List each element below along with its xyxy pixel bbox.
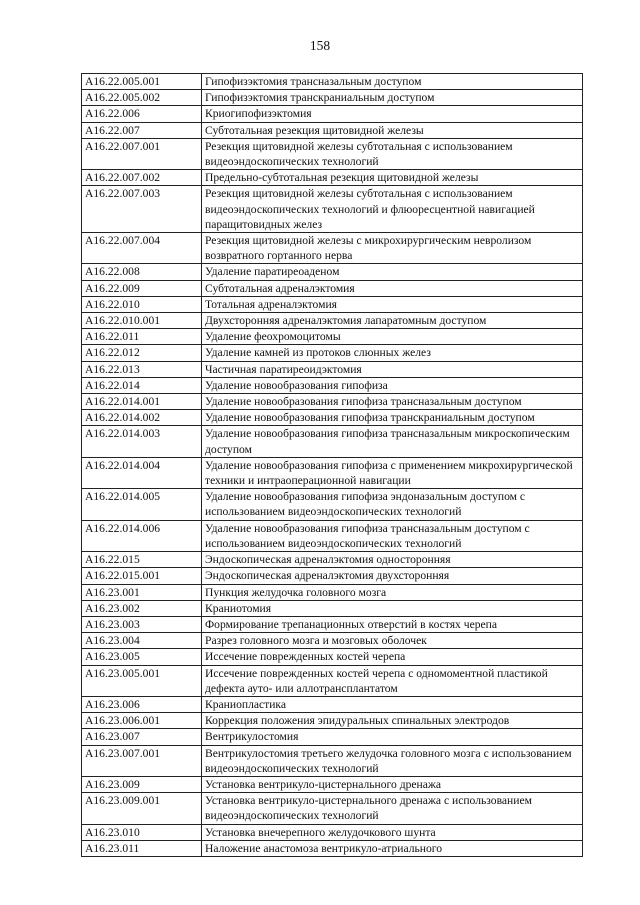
procedure-name: Частичная паратиреоидэктомия: [202, 361, 583, 377]
procedure-name: Эндоскопическая адреналэктомия односторонняя: [202, 552, 583, 568]
procedure-name: Резекция щитовидной железы субтотальная с использованием видеоэндоскопических технологий и флюоресцентной навигацией паращитовидных желез: [202, 186, 583, 233]
procedure-name: Наложение анастомоза вентрикуло-атриального: [202, 840, 583, 856]
table-row: [82, 264, 583, 280]
table-row: [82, 776, 583, 792]
table-row: [82, 696, 583, 712]
table-row: [82, 233, 583, 264]
procedure-name: Эндоскопическая адреналэктомия двухсторонняя: [202, 568, 583, 584]
procedure-code: A16.23.001: [82, 584, 202, 600]
procedure-name: Резекция щитовидной железы с микрохирургическим невролизом возвратного гортанного нерва: [202, 233, 583, 264]
procedure-code: A16.23.005.001: [82, 665, 202, 696]
procedure-name: Гипофизэктомия транскраниальным доступом: [202, 90, 583, 106]
table-row: [82, 840, 583, 856]
procedure-name: Коррекция положения эпидуральных спинальных электродов: [202, 713, 583, 729]
procedure-code: A16.22.008: [82, 264, 202, 280]
table-row: [82, 568, 583, 584]
table-row: [82, 824, 583, 840]
procedure-name: Формирование трепанационных отверстий в костях черепа: [202, 616, 583, 632]
table-row: [82, 713, 583, 729]
table-row: [82, 345, 583, 361]
procedure-name: Удаление новообразования гипофиза эндоназальным доступом с использованием видеоэндоскопических технологий: [202, 489, 583, 520]
table-row: [82, 186, 583, 233]
procedure-code: A16.23.007.001: [82, 745, 202, 776]
table-row: [82, 361, 583, 377]
procedure-name: Установка вентрикуло-цистернального дренажа: [202, 776, 583, 792]
procedure-name: Тотальная адреналэктомия: [202, 296, 583, 312]
table-row: [82, 280, 583, 296]
procedure-code: A16.22.007.003: [82, 186, 202, 233]
procedure-name: Резекция щитовидной железы субтотальная с использованием видеоэндоскопических технологий: [202, 138, 583, 169]
procedure-name: Установка вентрикуло-цистернального дренажа с использованием видеоэндоскопических технологий: [202, 793, 583, 824]
procedure-code: A16.23.009.001: [82, 793, 202, 824]
procedure-name: Установка внечерепного желудочкового шунта: [202, 824, 583, 840]
procedure-name: Криогипофизэктомия: [202, 106, 583, 122]
procedure-name: Удаление камней из протоков слюнных желез: [202, 345, 583, 361]
table-row: [82, 489, 583, 520]
procedure-table-body: [82, 74, 583, 857]
table-row: [82, 616, 583, 632]
procedure-code: A16.22.006: [82, 106, 202, 122]
procedure-code: A16.22.005.001: [82, 74, 202, 90]
procedure-code: A16.22.014.002: [82, 410, 202, 426]
table-row: [82, 106, 583, 122]
procedure-code: A16.22.014.001: [82, 394, 202, 410]
table-row: [82, 410, 583, 426]
table-row: [82, 90, 583, 106]
procedure-code: A16.22.012: [82, 345, 202, 361]
table-row: [82, 74, 583, 90]
procedure-code: A16.22.010.001: [82, 313, 202, 329]
procedure-code: A16.22.014: [82, 377, 202, 393]
procedure-code: A16.22.014.004: [82, 457, 202, 488]
table-row: [82, 649, 583, 665]
procedure-code: A16.23.006: [82, 696, 202, 712]
procedure-name: Удаление новообразования гипофиза транскраниальным доступом: [202, 410, 583, 426]
table-row: [82, 377, 583, 393]
procedure-name: Вентрикулостомия: [202, 729, 583, 745]
procedure-name: Удаление новообразования гипофиза трансназальным доступом: [202, 394, 583, 410]
procedure-code: A16.22.007.004: [82, 233, 202, 264]
procedure-name: Субтотальная резекция щитовидной железы: [202, 122, 583, 138]
procedure-code: A16.23.004: [82, 633, 202, 649]
procedure-name: Гипофизэктомия трансназальным доступом: [202, 74, 583, 90]
table-row: [82, 122, 583, 138]
table-row: [82, 329, 583, 345]
procedure-name: Предельно-субтотальная резекция щитовидной железы: [202, 170, 583, 186]
procedure-name: Краниопластика: [202, 696, 583, 712]
table-row: [82, 793, 583, 824]
procedure-code: A16.22.015: [82, 552, 202, 568]
procedure-code: A16.23.009: [82, 776, 202, 792]
procedure-code: A16.22.007: [82, 122, 202, 138]
procedure-code: A16.23.005: [82, 649, 202, 665]
table-row: [82, 138, 583, 169]
table-row: [82, 552, 583, 568]
table-row: [82, 170, 583, 186]
procedure-name: Удаление новообразования гипофиза трансназальным доступом с использованием видеоэндоскопических технологий: [202, 520, 583, 551]
procedure-name: Удаление новообразования гипофиза с применением микрохирургической техники и интраоперационной навигации: [202, 457, 583, 488]
procedure-code: A16.23.003: [82, 616, 202, 632]
procedure-code: A16.22.007.001: [82, 138, 202, 169]
procedure-code: A16.23.007: [82, 729, 202, 745]
procedure-code: A16.22.009: [82, 280, 202, 296]
table-row: [82, 745, 583, 776]
procedure-name: Двухсторонняя адреналэктомия лапаратомным доступом: [202, 313, 583, 329]
table-row: [82, 394, 583, 410]
table-row: [82, 457, 583, 488]
procedure-name: Удаление паратиреоаденом: [202, 264, 583, 280]
procedure-name: Иссечение поврежденных костей черепа с одномоментной пластикой дефекта ауто- или аллотрансплантатом: [202, 665, 583, 696]
procedure-name: Пункция желудочка головного мозга: [202, 584, 583, 600]
table-row: [82, 633, 583, 649]
procedure-name: Краниотомия: [202, 600, 583, 616]
table-row: [82, 520, 583, 551]
procedure-code: A16.23.011: [82, 840, 202, 856]
procedure-code: A16.22.010: [82, 296, 202, 312]
procedure-code: A16.23.006.001: [82, 713, 202, 729]
table-row: [82, 296, 583, 312]
procedure-name: Субтотальная адреналэктомия: [202, 280, 583, 296]
table-row: [82, 584, 583, 600]
procedure-code: A16.23.002: [82, 600, 202, 616]
table-row: [82, 600, 583, 616]
procedure-code: A16.22.005.002: [82, 90, 202, 106]
procedure-code: A16.22.007.002: [82, 170, 202, 186]
procedure-name: Иссечение поврежденных костей черепа: [202, 649, 583, 665]
procedure-name: Удаление феохромоцитомы: [202, 329, 583, 345]
procedure-name: Разрез головного мозга и мозговых оболочек: [202, 633, 583, 649]
procedure-code: A16.22.013: [82, 361, 202, 377]
procedure-name: Вентрикулостомия третьего желудочка головного мозга с использованием видеоэндоскопических технологий: [202, 745, 583, 776]
page-number: 158: [309, 38, 331, 53]
procedure-name: Удаление новообразования гипофиза: [202, 377, 583, 393]
table-row: [82, 729, 583, 745]
table-row: [82, 665, 583, 696]
table-row: [82, 313, 583, 329]
table-row: [82, 426, 583, 457]
procedure-code: A16.22.011: [82, 329, 202, 345]
procedure-name: Удаление новообразования гипофиза трансназальным микроскопическим доступом: [202, 426, 583, 457]
procedure-code: A16.22.015.001: [82, 568, 202, 584]
procedure-table: [81, 73, 583, 857]
procedure-code: A16.22.014.003: [82, 426, 202, 457]
procedure-code: A16.22.014.006: [82, 520, 202, 551]
procedure-code: A16.23.010: [82, 824, 202, 840]
procedure-code: A16.22.014.005: [82, 489, 202, 520]
